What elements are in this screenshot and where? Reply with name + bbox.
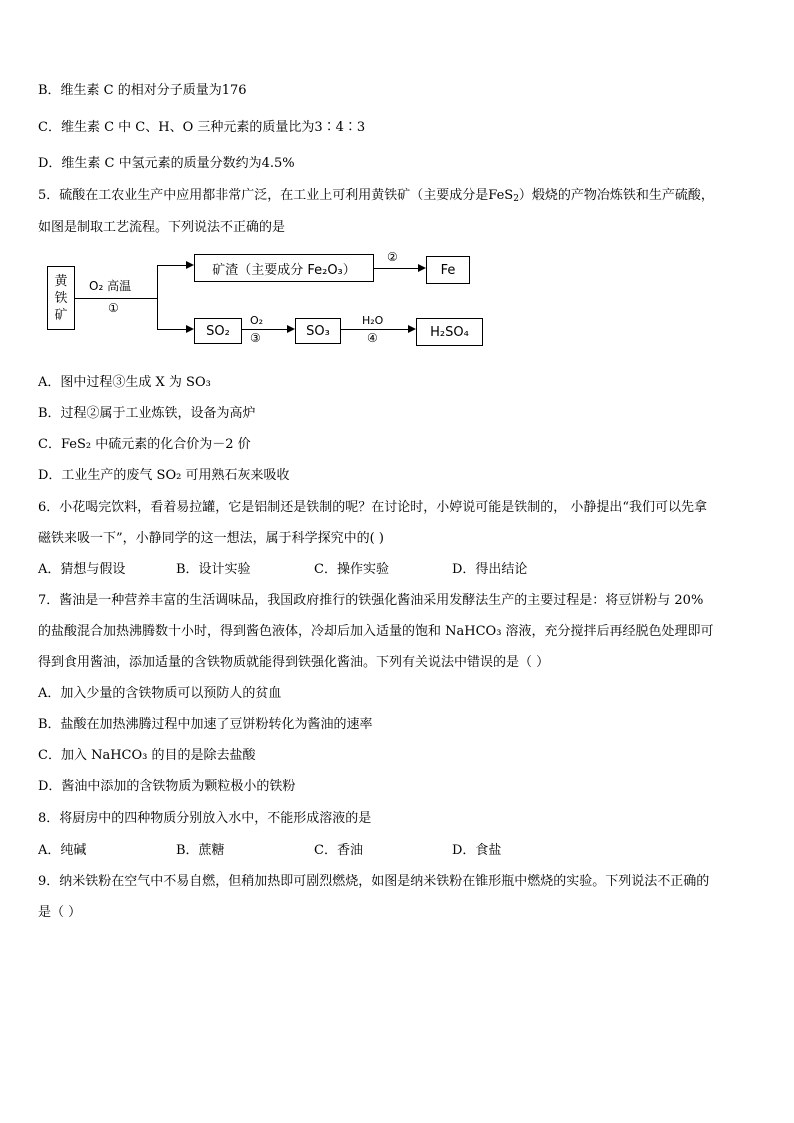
q6-stem-line-2: 磁铁来吸一下”，小静同学的这一想法，属于科学探究中的( ) [38,531,384,546]
q6-option-c: C．操作实验 [314,562,389,577]
q5-option-c: C．FeS₂ 中硫元素的化合价为－2 价 [38,437,251,452]
q5-option-b: B．过程②属于工业炼铁，设备为高炉 [38,406,256,421]
step2-line [374,268,419,269]
q8-option-c: C．香油 [314,843,363,858]
upper-arrowhead [186,261,194,269]
q6-option-d: D．得出结论 [452,562,528,577]
q9-stem-line-1: 9．纳米铁粉在空气中不易自燃，但稍加热即可剧烈燃烧，如图是纳米铁粉在锥形瓶中燃烧的实验。下列说法不正确的 [38,874,710,889]
fe-box [426,256,470,284]
ore-label: 黄铁矿 [54,273,68,323]
q7-option-b: B．盐酸在加热沸腾过程中加速了豆饼粉转化为酱油的速率 [38,717,373,732]
q7-option-c: C．加入 NaHCO₃ 的目的是除去盐酸 [38,748,256,763]
step2-arrowhead [418,264,426,272]
q8-option-b: B．蔗糖 [176,843,225,858]
process-flow-diagram [44,250,494,345]
h2so4-box [416,318,483,346]
q8-options [38,842,764,860]
step3-line [242,329,287,330]
q7-option-d: D．酱油中添加的含铁物质为颗粒极小的铁粉 [38,779,296,794]
q8-option-d: D．食盐 [452,843,502,858]
step2-number: ② [387,250,398,264]
h2so4-label: H₂SO₄ [430,324,469,340]
step1-reagent: O₂ 高温 [89,279,132,293]
q6-options [38,561,764,579]
step4-arrowhead [408,325,416,333]
fe-label: Fe [440,262,456,278]
slag-label: 矿渣（主要成分 Fe₂O₃） [212,262,356,278]
q7-stem-line-1: 7．酱油是一种营养丰富的生活调味品，我国政府推行的铁强化酱油采用发酵法生产的主要过程是：将豆饼粉与 20% [38,593,704,608]
so3-box [295,318,341,344]
q4-option-b: B．维生素 C 的相对分子质量为176 [38,83,247,98]
so2-box [194,318,242,344]
q6-stem-line-1: 6．小花喝完饮料，看着易拉罐，它是铝制还是铁制的呢？在讨论时，小婷说可能是铁制的， 小静提出“我们可以先拿 [38,500,708,515]
step4-line [341,329,409,330]
slag-box [194,254,374,282]
step4-number: ④ [367,331,378,345]
q8-option-a: A．纯碱 [38,843,87,858]
so2-label: SO₂ [206,323,230,339]
ore-connector [75,298,157,299]
so3-label: SO₃ [306,323,330,339]
q9-stem-line-2: 是（ ） [38,905,82,920]
q5-option-d: D．工业生产的废气 SO₂ 可用熟石灰来吸收 [38,468,290,483]
q7-stem-line-2: 的盐酸混合加热沸腾数十小时，得到酱色液体，冷却后加入适量的饱和 NaHCO₃ 溶液，充分搅拌后再经脱色处理即可 [38,624,714,639]
step3-reagent: O₂ [250,314,264,327]
q8-stem: 8．将厨房中的四种物质分别放入水中，不能形成溶液的是 [38,811,372,826]
q6-option-a: A．猜想与假设 [38,562,126,577]
q5-option-a: A．图中过程③生成 X 为 SO₃ [38,375,211,390]
step3-arrowhead [287,325,295,333]
step1-number: ① [108,301,119,315]
q5-stem-line-2: 如图是制取工艺流程。下列说法不正确的是 [38,220,286,235]
q7-stem-line-3: 得到食用酱油，添加适量的含铁物质就能得到铁强化酱油。下列有关说法中错误的是（ ） [38,655,550,670]
step4-reagent: H₂O [362,314,384,327]
q4-option-c: C．维生素 C 中 C、H、O 三种元素的质量比为3∶4∶3 [38,120,366,135]
lower-branch [157,329,187,330]
q5-stem-line-1: 5．硫酸在工农业生产中应用都非常广泛，在工业上可利用黄铁矿（主要成分是FeS$_2$）煅烧的产物冶炼铁和生产硫酸， [38,188,714,204]
step3-number: ③ [250,331,261,345]
branch-line [157,265,158,329]
upper-branch [157,265,187,266]
lower-arrowhead [186,325,194,333]
ore-box [47,266,75,330]
q7-option-a: A．加入少量的含铁物质可以预防人的贫血 [38,686,282,701]
q6-option-b: B．设计实验 [176,562,251,577]
q4-option-d: D．维生素 C 中氢元素的质量分数约为4.5% [38,156,295,171]
